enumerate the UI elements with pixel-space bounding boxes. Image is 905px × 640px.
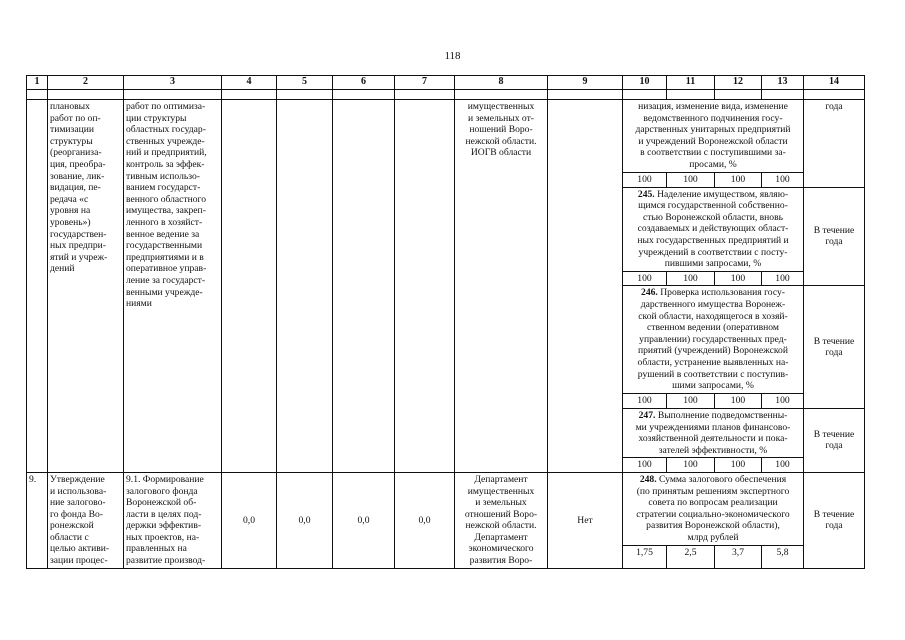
value-cell: 100 — [667, 173, 715, 188]
section-number: 9. — [27, 472, 48, 568]
value-cell: 100 — [667, 394, 715, 409]
value-cell: 100 — [762, 458, 804, 473]
value-cell: 1,75 — [623, 545, 667, 568]
header-row — [27, 76, 865, 90]
header-gap-row — [27, 90, 865, 100]
value-cell: 100 — [762, 271, 804, 286]
indicator-text: 248. Сумма залогового обеспечения (по принятым решениям экспертного совета по вопросам реализации стратегии социально-экономического развития Воронежской области), млрд рублей — [623, 472, 804, 545]
activity-description: работ по оптимиза- ции структуры областных государ- ственных учрежде- ний и предприятий, контроль за эффек- тивным использо- ванием государст- венного областного имущества, закреп- ленного в хозяйст- венное ведение за государственными предприятиями и в оперативное управ- ление за государст- венными учрежде- ниями — [124, 100, 222, 473]
indicator-text: 246. Проверка использования госу- дарственного имущества Воронеж- ской области, находящегося в хозяй- ственном ведении (оперативном управлении) государственных пред- приятий (учреждений) Воронежской области, устранение выявленных на- рушений в соответствии с поступив- шими запросами, % — [623, 286, 804, 394]
value-cell: 100 — [623, 173, 667, 188]
value-cell: 100 — [623, 394, 667, 409]
value-cell: 100 — [715, 394, 762, 409]
indicator-number: 245. — [637, 188, 655, 200]
value-cell: 100 — [715, 271, 762, 286]
indicator-term: года — [804, 100, 865, 188]
funding-cell: 0,0 — [222, 472, 277, 568]
indicator-term: В течение года — [804, 187, 865, 286]
value-cell: 100 — [623, 458, 667, 473]
indicator-text: 245. Наделение имуществом, являю- щимся государственной собственно- стью Воронежской области, вновь создаваемых и действующих област- ных государственных предприятий и учреждений в соответствии с посту- пившими запросами, % — [623, 187, 804, 271]
funding-cell: 0,0 — [277, 472, 333, 568]
indicator-term: В течение года — [804, 286, 865, 409]
indicator-number: 247. — [638, 409, 656, 421]
responsible-executor: Департамент имущественных и земельных отношений Воро- нежской области. Департамент экономического развития Воро- — [455, 472, 548, 568]
header-cell: 10 — [623, 76, 667, 90]
value-cell: 100 — [623, 271, 667, 286]
indicator-number: 246. — [641, 287, 658, 299]
header-cell: 3 — [124, 76, 222, 90]
value-cell: 100 — [715, 173, 762, 188]
header-cell: 1 — [27, 76, 48, 90]
indicator-number: 248. — [639, 473, 657, 485]
header-cell: 5 — [277, 76, 333, 90]
value-cell: 100 — [762, 173, 804, 188]
value-cell: 3,7 — [715, 545, 762, 568]
funding-cell: 0,0 — [333, 472, 395, 568]
table-row — [27, 100, 865, 173]
header-cell: 4 — [222, 76, 277, 90]
activity-description: 9.1. Формирование залогового фонда Воронежской об- ласти в целях под- держки эффектив- ных проектов, на- правленных на развитие производ- — [124, 472, 222, 568]
indicator-term: В течение года — [804, 472, 865, 568]
header-cell: 14 — [804, 76, 865, 90]
table-row — [27, 472, 865, 545]
measure-name: Утверждение и использова- ние залогово- го фонда Во- ронежской области с целью активи- зации процес- — [48, 472, 124, 568]
page-number: 118 — [444, 50, 461, 62]
value-cell: 2,5 — [667, 545, 715, 568]
value-cell: 100 — [715, 458, 762, 473]
header-cell: 9 — [548, 76, 623, 90]
value-cell: 100 — [762, 394, 804, 409]
header-cell: 11 — [667, 76, 715, 90]
header-cell: 7 — [395, 76, 455, 90]
funding-cell: 0,0 — [395, 472, 455, 568]
indicator-term: В течение года — [804, 408, 865, 472]
header-cell: 13 — [762, 76, 804, 90]
header-cell: 12 — [715, 76, 762, 90]
measure-name: плановых работ по оп- тимизации структуры (реорганиза- ция, преобра- зование, лик- видация, пе- редача «с уровня на уровень») государствен- ных предпри- ятий и учреж- дений — [48, 100, 124, 473]
program-table — [26, 75, 865, 569]
responsible-executor: имущественных и земельных от- ношений Воро- нежской области. ИОГВ области — [455, 100, 548, 473]
header-cell: 8 — [455, 76, 548, 90]
header-cell: 6 — [333, 76, 395, 90]
header-cell: 2 — [48, 76, 124, 90]
risk-cell: Нет — [548, 472, 623, 568]
indicator-text: 247. Выполнение подведомственны- ми учреждениями планов финансово- хозяйственной деятельности и пока- зателей эффективности, % — [623, 408, 804, 457]
value-cell: 100 — [667, 458, 715, 473]
indicator-text: низация, изменение вида, изменение ведомственного подчинения госу- дарственных унитарных предприятий и учреждений Воронежской области в соответствии с поступившими за- просами, % — [623, 100, 804, 173]
value-cell: 5,8 — [762, 545, 804, 568]
value-cell: 100 — [667, 271, 715, 286]
